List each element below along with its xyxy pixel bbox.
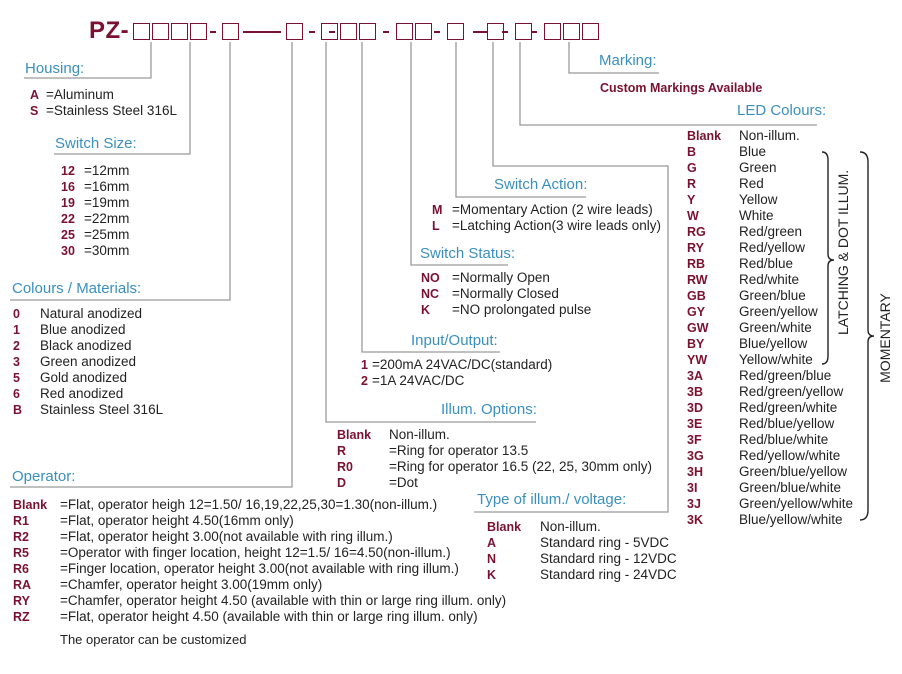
operator-item-code: R5 [13,546,29,560]
colour-item-code: B [13,403,23,417]
switch-status-title: Switch Status: [420,245,516,262]
operator-item-desc: =Chamfer, operator height 3.00(19mm only) [60,577,323,592]
led-colour-item-desc: Red [739,176,764,191]
led-colour-item-code: 3B [687,385,703,399]
switch-size-title: Switch Size: [55,135,137,152]
led-colour-item-code: GW [687,321,709,335]
led-colour-item-desc: Green/yellow [739,304,818,319]
led-colour-item-desc: Red/green/white [739,400,838,415]
switch-size-item-code: 12 [61,164,75,178]
switch-status-item-desc: =Normally Open [452,270,550,285]
illum-voltage-item-desc: Standard ring - 5VDC [540,535,670,550]
led-colour-item-desc: Red/green/blue [739,368,832,383]
operator-item-code: RZ [13,610,30,624]
input-output-title: Input/Output: [411,332,498,349]
operator-item-code: R6 [13,562,29,576]
operator-title: Operator: [12,468,76,485]
io-item-code: 1 [361,358,368,372]
illum-options-title: Illum. Options: [441,401,537,418]
led-colour-item-desc: Red/white [739,272,800,287]
code-box [190,23,207,40]
operator-item-code: RY [13,594,30,608]
housing-item-code: S [30,104,39,118]
operator-item-desc: =Flat, operator height 4.50 (available with thin or large ring illum. only) [60,609,478,624]
switch-status-item-desc: =NO prolongated pulse [452,302,592,317]
code-box [447,23,464,40]
switch-action-item-code: L [432,219,440,233]
led-colour-item-code: RB [687,257,706,271]
illum-option-item-code: R [337,444,347,458]
code-box [359,23,376,40]
led-colour-item-desc: Green [739,160,777,175]
switch-size-item-desc: =16mm [84,179,130,194]
switch-size-item-desc: =19mm [84,195,130,210]
code-dash [502,31,508,33]
illum-option-item-desc: =Dot [389,475,418,490]
switch-status-item-code: NO [421,271,440,285]
colour-item-code: 1 [13,323,20,337]
operator-item-code: R1 [13,514,29,528]
part-number-prefix: PZ- [89,17,130,44]
led-colour-item-code: R [687,177,697,191]
switch-status-item-code: K [421,303,431,317]
led-colour-item-code: RG [687,225,706,239]
illum-option-item-desc: =Ring for operator 16.5 (22, 25, 30mm only) [389,459,653,474]
code-box [152,23,169,40]
illum-voltage-item-desc: Standard ring - 12VDC [540,551,677,566]
led-colour-item-desc: Red/green [739,224,803,239]
illum-option-item-desc: Non-illum. [389,427,450,442]
led-colour-item-code: RW [687,273,708,287]
code-dash [434,31,440,33]
colour-item-desc: Natural anodized [40,306,143,321]
led-colour-item-code: GB [687,289,706,303]
led-colour-item-desc: Green/blue/white [739,480,842,495]
illum-option-item-code: Blank [337,428,372,442]
switch-action-item-desc: =Momentary Action (2 wire leads) [452,202,653,217]
switch-size-item-desc: =22mm [84,211,130,226]
led-colour-item-code: 3A [687,369,703,383]
led-colour-item-desc: Red/green/yellow [739,384,844,399]
housing-item-desc: =Stainless Steel 316L [46,103,177,118]
colour-item-desc: Gold anodized [40,370,128,385]
operator-item-desc: =Chamfer, operator height 4.50 (available with thin or large ring illum. only) [60,593,507,608]
operator-item-desc: =Flat, operator height 4.50(16mm only) [60,513,294,528]
marking-title: Marking: [599,52,657,69]
colour-item-desc: Stainless Steel 316L [40,402,164,417]
code-box [415,23,432,40]
led-colour-item-desc: Red/blue/yellow [739,416,835,431]
code-box [340,23,357,40]
operator-item-code: R2 [13,530,29,544]
switch-size-item-code: 16 [61,180,75,194]
operator-item-desc: =Flat, operator heigh 12=1.50/ 16,19,22,25,30=1.30(non-illum.) [60,497,438,512]
led-colour-item-code: RY [687,241,704,255]
led-colour-item-desc: Green/yellow/white [739,496,854,511]
operator-item-desc: =Flat, operator height 3.00(not available with ring illum.) [60,529,393,544]
colour-item-desc: Red anodized [40,386,124,401]
led-colour-item-desc: Red/blue [739,256,794,271]
led-colour-item-desc: Red/yellow/white [739,448,841,463]
code-box [286,23,303,40]
illum-option-item-code: D [337,476,347,490]
code-box [515,23,532,40]
colours-title: Colours / Materials: [12,280,142,297]
switch-size-item-desc: =25mm [84,227,130,242]
latching-dot-label: LATCHING & DOT ILLUM. [835,169,851,335]
led-colours-title: LED Colours: [737,102,827,119]
led-colour-item-code: 3D [687,401,703,415]
illum-voltage-item-code: K [487,568,497,582]
code-dash [531,31,537,33]
led-colour-item-desc: Yellow [739,192,778,207]
led-colour-item-code: Y [687,193,696,207]
colour-item-desc: Blue anodized [40,322,126,337]
led-colour-item-code: 3H [687,465,703,479]
led-colour-item-desc: Red/blue/white [739,432,829,447]
code-box [133,23,150,40]
led-colour-item-code: GY [687,305,706,319]
led-colour-item-desc: Non-illum. [739,128,800,143]
code-dash [383,31,389,33]
io-item-desc: =1A 24VAC/DC [372,373,465,388]
switch-size-item-code: 25 [61,228,75,242]
io-item-code: 2 [361,374,368,388]
switch-action-item-desc: =Latching Action(3 wire leads only) [452,218,661,233]
led-colour-item-code: 3G [687,449,704,463]
switch-action-title: Switch Action: [494,176,588,193]
operator-item-code: Blank [13,498,48,512]
code-dash [272,31,278,33]
code-dash [210,31,216,33]
illum-voltage-item-desc: Standard ring - 24VDC [540,567,677,582]
led-colour-item-desc: Blue/yellow [739,336,808,351]
led-colour-item-code: W [687,209,699,223]
code-box [563,23,580,40]
led-colour-item-desc: Green/blue/yellow [739,464,848,479]
illum-option-item-desc: =Ring for operator 13.5 [389,443,529,458]
colour-item-code: 0 [13,307,20,321]
switch-action-item-code: M [432,203,443,217]
led-colour-item-desc: Blue/yellow/white [739,512,843,527]
colour-item-code: 5 [13,371,20,385]
momentary-label: MOMENTARY [877,293,893,383]
colour-item-desc: Green anodized [40,354,137,369]
led-colour-item-code: 3J [687,497,701,511]
led-colour-item-code: Blank [687,129,722,143]
housing-title: Housing: [25,60,85,77]
illum-voltage-item-desc: Non-illum. [540,519,601,534]
switch-size-item-code: 19 [61,196,75,210]
led-colour-item-desc: Red/yellow [739,240,806,255]
illum-voltage-item-code: N [487,552,497,566]
operator-item-code: RA [13,578,32,592]
led-colour-item-desc: White [739,208,774,223]
led-colour-item-desc: Yellow/white [739,352,813,367]
code-dash [329,31,335,33]
colour-item-code: 3 [13,355,20,369]
led-colour-item-desc: Blue [739,144,767,159]
code-dash [309,31,315,33]
illum-voltage-title: Type of illum./ voltage: [477,491,627,508]
illum-option-item-code: R0 [337,460,353,474]
led-colour-item-desc: Green/white [739,320,812,335]
led-colour-item-desc: Green/blue [739,288,806,303]
led-colour-item-code: 3I [687,481,698,495]
illum-voltage-item-code: Blank [487,520,522,534]
switch-status-item-code: NC [421,287,440,301]
switch-size-item-desc: =30mm [84,243,130,258]
code-box [582,23,599,40]
operator-item-desc: =Finger location, operator height 3.00(not available with ring illum.) [60,561,459,576]
illum-voltage-item-code: A [487,536,497,550]
led-colour-item-code: BY [687,337,705,351]
switch-size-item-desc: =12mm [84,163,130,178]
led-colour-item-code: 3E [687,417,703,431]
operator-note: The operator can be customized [60,632,247,647]
housing-item-code: A [30,88,40,102]
switch-size-item-code: 22 [61,212,75,226]
switch-status-item-desc: =Normally Closed [452,286,559,301]
colour-item-code: 2 [13,339,20,353]
led-colour-item-code: 3F [687,433,702,447]
code-box [171,23,188,40]
led-colour-item-code: G [687,161,697,175]
io-item-desc: =200mA 24VAC/DC(standard) [372,357,553,372]
switch-size-item-code: 30 [61,244,75,258]
colour-item-desc: Black anodized [40,338,132,353]
led-colour-item-code: B [687,145,697,159]
code-box [396,23,413,40]
colour-item-code: 6 [13,387,20,401]
led-colour-item-code: 3K [687,513,703,527]
operator-item-desc: =Operator with finger location, height 12=1.5/ 16=4.50(non-illum.) [60,545,451,560]
housing-item-desc: =Aluminum [46,87,114,102]
led-colour-item-code: YW [687,353,708,367]
code-box [544,23,561,40]
marking-note: Custom Markings Available [600,81,763,95]
code-box [222,23,239,40]
